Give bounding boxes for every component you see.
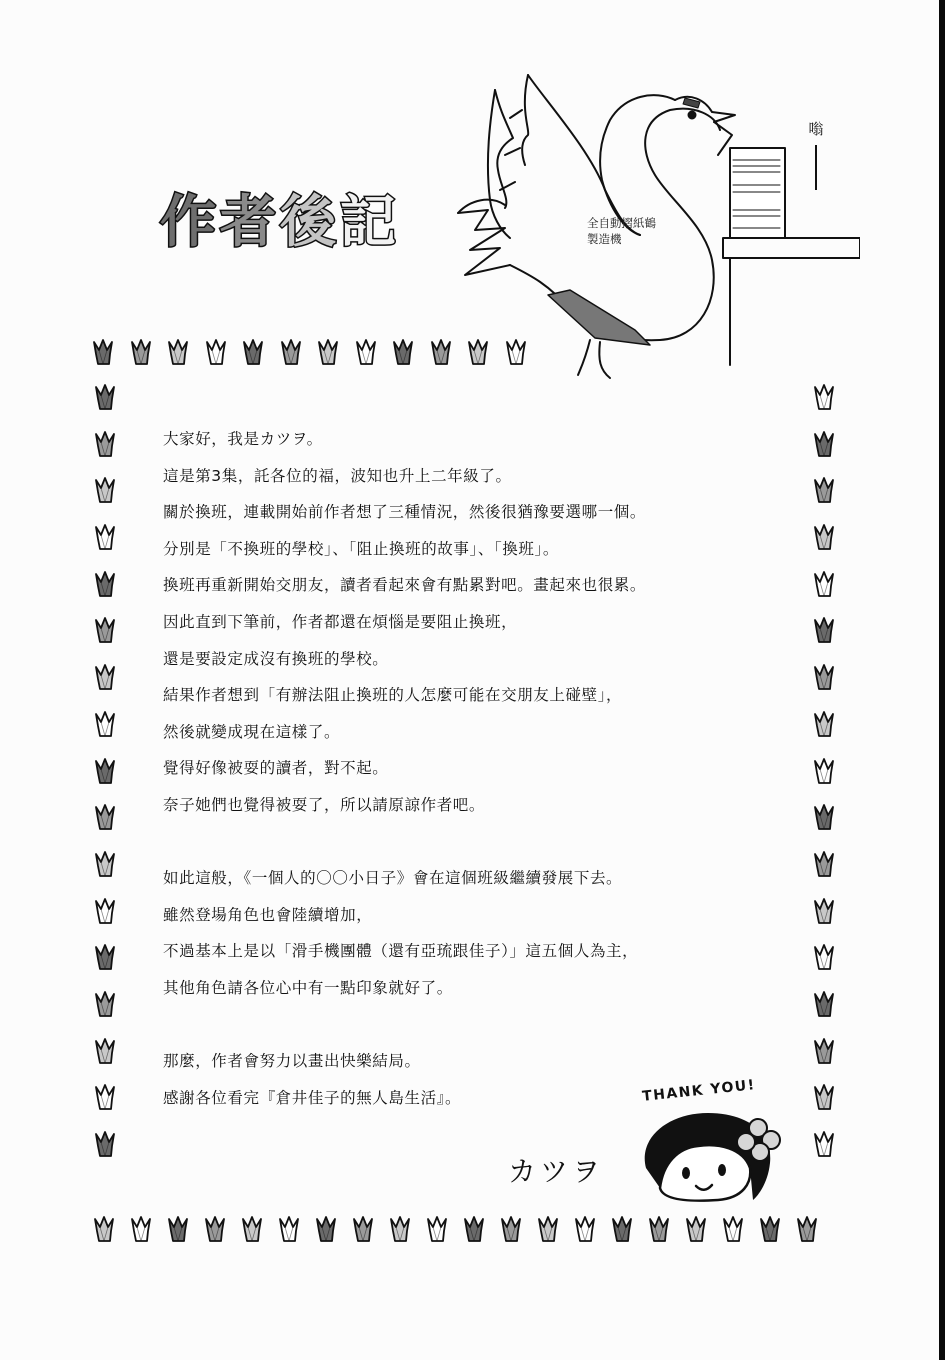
swan-label (587, 215, 656, 247)
text-line: 關於換班，連載開始前作者想了三種情況，然後很猶豫要選哪一個。 (163, 503, 647, 522)
paper-crane-icon (813, 990, 835, 1018)
paper-crane-icon (278, 1215, 300, 1243)
text-line: 結果作者想到「有辦法阻止換班的人怎麼可能在交朋友上碰壁」， (163, 686, 623, 705)
title-char-1: 作 (160, 190, 216, 255)
paper-crane-icon (611, 1215, 633, 1243)
text-line: 換班再重新開始交朋友，讀者看起來會有點累對吧。畫起來也很累。 (163, 576, 647, 595)
paper-crane-icon (94, 383, 116, 411)
paper-crane-icon (813, 663, 835, 691)
paper-crane-icon (130, 1215, 152, 1243)
paper-crane-icon (500, 1215, 522, 1243)
paragraph-2 (163, 866, 783, 1012)
paper-crane-icon (430, 338, 452, 366)
paper-crane-icon (813, 803, 835, 831)
paper-crane-icon (242, 338, 264, 366)
paper-crane-icon (94, 616, 116, 644)
paper-crane-icon (241, 1215, 263, 1243)
text-line: 奈子她們也覺得被耍了，所以請原諒作者吧。 (163, 795, 486, 814)
author-signature: カツヲ (508, 1155, 605, 1188)
paper-crane-icon (94, 430, 116, 458)
paper-crane-icon (317, 338, 339, 366)
text-line: 因此直到下筆前，作者都還在煩惱是要阻止換班， (163, 612, 518, 631)
paper-crane-icon (813, 383, 835, 411)
paper-crane-icon (130, 338, 152, 366)
text-line: 分別是「不換班的學校」、「阻止換班的故事」、「換班」。 (163, 539, 559, 558)
paper-crane-icon (463, 1215, 485, 1243)
paper-crane-icon (280, 338, 302, 366)
thank-you-text: THANK YOU! (641, 1077, 757, 1105)
sound-effect-dash (815, 145, 817, 190)
paper-crane-icon (467, 338, 489, 366)
paper-crane-icon (392, 338, 414, 366)
text-line: 這是第3集，託各位的福，波知也升上二年級了。 (163, 466, 512, 485)
paper-crane-icon (813, 1130, 835, 1158)
paper-crane-icon (315, 1215, 337, 1243)
paper-crane-icon (167, 1215, 189, 1243)
paper-crane-icon (389, 1215, 411, 1243)
text-line: 覺得好像被耍的讀者，對不起。 (163, 759, 389, 778)
paragraph-gap (163, 1013, 783, 1050)
crane-border-bottom (93, 1215, 818, 1243)
paper-crane-icon (92, 338, 114, 366)
paper-crane-icon (813, 616, 835, 644)
paper-crane-icon (796, 1215, 818, 1243)
paragraph-1 (163, 427, 783, 830)
paper-crane-icon (94, 523, 116, 551)
paper-crane-icon (813, 1037, 835, 1065)
paper-crane-icon (813, 476, 835, 504)
swan-label-line-2: 製造機 (587, 232, 622, 246)
paper-crane-icon (813, 710, 835, 738)
title-char-4: 記 (340, 190, 396, 255)
sound-effect: 嗡 (808, 120, 824, 138)
paper-crane-icon (93, 1215, 115, 1243)
paper-crane-icon (167, 338, 189, 366)
paper-crane-icon (94, 850, 116, 878)
paper-crane-icon (813, 897, 835, 925)
paper-crane-icon (574, 1215, 596, 1243)
paper-crane-icon (505, 338, 527, 366)
text-line: 不過基本上是以「滑手機團體（還有亞琉跟佳子）」這五個人為主， (163, 942, 639, 961)
paper-crane-icon (813, 850, 835, 878)
title-char-3: 後 (280, 190, 336, 255)
paper-crane-icon (204, 1215, 226, 1243)
paper-crane-icon (94, 1083, 116, 1111)
paragraph-gap (163, 830, 783, 867)
paper-crane-icon (94, 757, 116, 785)
paper-crane-icon (722, 1215, 744, 1243)
paper-crane-icon (685, 1215, 707, 1243)
paper-crane-icon (94, 570, 116, 598)
paper-crane-icon (426, 1215, 448, 1243)
paper-crane-icon (813, 943, 835, 971)
crane-border-left (94, 383, 116, 1158)
text-line: 感謝各位看完『倉井佳子的無人島生活』。 (163, 1088, 462, 1107)
paper-crane-icon (94, 1130, 116, 1158)
text-line: 大家好，我是カツヲ。 (163, 430, 323, 448)
page-title (160, 188, 396, 258)
paper-crane-icon (94, 897, 116, 925)
paper-crane-icon (648, 1215, 670, 1243)
text-line: 如此這般，《一個人的〇〇小日子》會在這個班級繼續發展下去。 (163, 869, 623, 888)
paper-crane-icon (94, 663, 116, 691)
text-line: 然後就變成現在這樣了。 (163, 722, 341, 741)
crane-border-right (813, 383, 835, 1158)
paper-crane-icon (94, 1037, 116, 1065)
title-char-2: 者 (220, 190, 276, 255)
paper-crane-icon (537, 1215, 559, 1243)
text-line: 雖然登場角色也會陸續增加， (163, 905, 373, 924)
paper-crane-icon (94, 990, 116, 1018)
crane-border-top (92, 338, 527, 366)
paper-crane-icon (94, 476, 116, 504)
paper-crane-icon (94, 710, 116, 738)
page-edge-strip (939, 0, 945, 1360)
paper-crane-icon (813, 757, 835, 785)
text-line: 那麼，作者會努力以畫出快樂結局。 (163, 1052, 421, 1071)
paper-crane-icon (355, 338, 377, 366)
paper-crane-icon (352, 1215, 374, 1243)
paper-crane-icon (813, 523, 835, 551)
paper-crane-icon (813, 430, 835, 458)
author-avatar-face (638, 1108, 788, 1203)
paper-crane-icon (94, 803, 116, 831)
paper-crane-icon (813, 570, 835, 598)
paper-crane-icon (94, 943, 116, 971)
paper-crane-icon (759, 1215, 781, 1243)
swan-label-line-1: 全自動摺紙鶴 (587, 216, 656, 230)
afterword-body (163, 427, 783, 1122)
paper-crane-icon (205, 338, 227, 366)
text-line: 還是要設定成沒有換班的學校。 (163, 649, 389, 668)
text-line: 其他角色請各位心中有一點印象就好了。 (163, 978, 453, 997)
paper-crane-icon (813, 1083, 835, 1111)
